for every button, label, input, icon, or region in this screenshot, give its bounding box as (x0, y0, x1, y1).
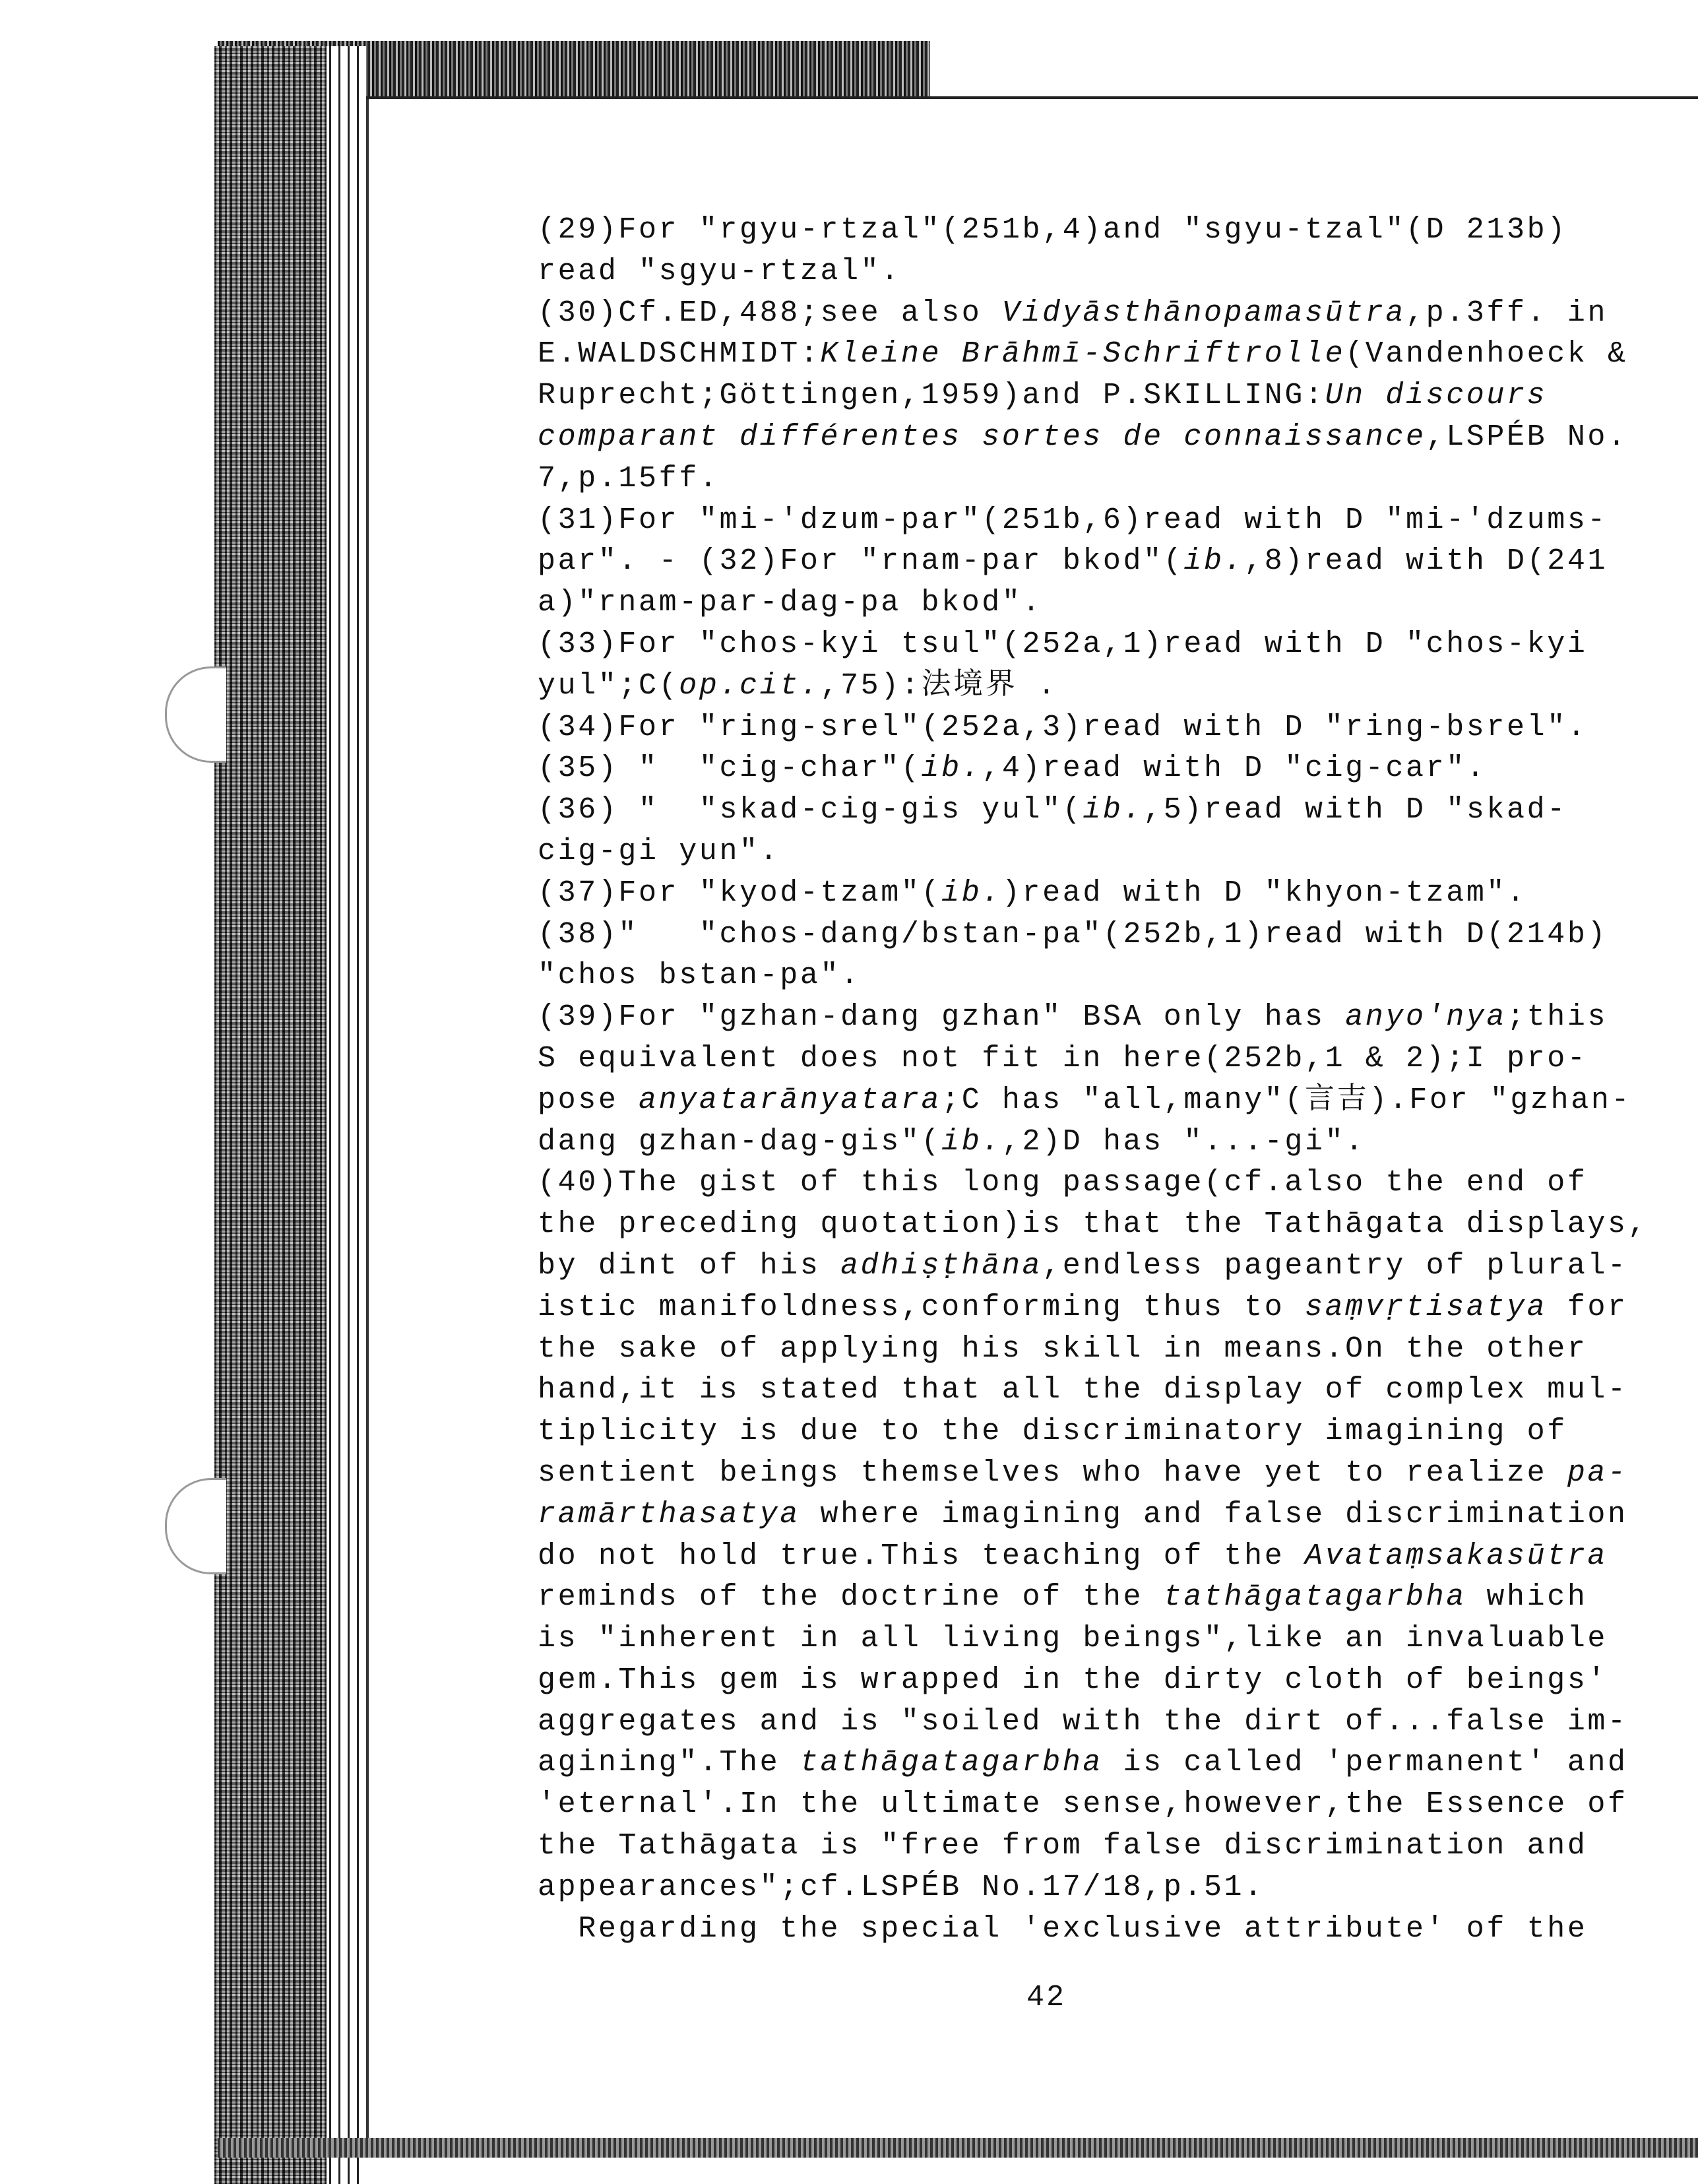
text-line (538, 1204, 1648, 1246)
text-line (538, 1867, 1648, 1909)
scan-binding-strip (214, 46, 366, 2184)
text-line (538, 1080, 1648, 1122)
italic-text: Avataṃsakasūtra (1304, 1539, 1608, 1573)
text-line (538, 831, 1648, 873)
italic-text: pa- (1567, 1456, 1628, 1490)
text-line (538, 955, 1648, 997)
text-segment: ,2)D has "...-gi". (1001, 1124, 1366, 1159)
text-segment: read "sgyu-rtzal". (538, 254, 901, 288)
text-line (538, 1743, 1648, 1784)
text-line (538, 1577, 1648, 1619)
text-segment: gem.This gem is wrapped in the dirty cloth of beings' (538, 1663, 1608, 1697)
italic-text: Kleine Brāhmī-Schriftrolle (820, 337, 1346, 371)
text-segment: ,8)read with D(241 (1244, 544, 1608, 579)
text-line (538, 1702, 1648, 1743)
text-segment: dang gzhan-dag-gis"( (538, 1124, 942, 1159)
text-line (538, 583, 1648, 624)
text-segment: ;this (1507, 1000, 1608, 1035)
text-segment: istic manifoldness,conforming thus to (538, 1290, 1305, 1324)
text-line (538, 915, 1648, 956)
text-segment: (Vandenhoeck & (1345, 337, 1628, 371)
text-segment: Regarding the special 'exclusive attribute' of the (538, 1911, 1588, 1946)
text-segment: 'eternal'.In the ultimate sense,however,the Essence of (538, 1787, 1628, 1822)
text-segment: (31)For "mi-'dzum-par"(251b,6)read with D "mi-'dzums- (538, 503, 1608, 537)
italic-text: ib. (941, 876, 1002, 910)
text-line (538, 334, 1648, 375)
text-segment: (40)The gist of this long passage(cf.also the end of (538, 1166, 1588, 1200)
italic-text: ramārthasatya (538, 1497, 800, 1531)
italic-text: tathāgatagarbha (1163, 1580, 1466, 1615)
text-line (538, 873, 1648, 915)
text-line (538, 1122, 1648, 1163)
text-segment: (30)Cf.ED,488;see also (538, 296, 1002, 330)
text-line (538, 1370, 1648, 1411)
text-segment: ,LSPÉB No. (1426, 420, 1628, 454)
text-segment: cig-gi yun". (538, 834, 780, 868)
text-segment: hand,it is stated that all the display of complex mul- (538, 1373, 1628, 1407)
text-line (538, 1619, 1648, 1660)
text-line (538, 1287, 1648, 1329)
footnotes-body (538, 210, 1648, 1950)
text-line (538, 210, 1648, 251)
italic-text: ib. (1183, 544, 1245, 579)
text-line (538, 459, 1648, 500)
italic-text: ib. (941, 1124, 1002, 1159)
punch-hole (165, 1478, 226, 1574)
text-segment: )read with D "khyon-tzam". (1001, 876, 1527, 910)
italic-text: saṃvṛtisatya (1304, 1290, 1548, 1324)
text-segment: (34)For "ring-srel"(252a,3)read with D "ring-bsrel". (538, 710, 1588, 744)
italic-text: adhiṣṭhāna (840, 1248, 1043, 1283)
italic-text: anyo'nya (1345, 1000, 1507, 1035)
text-line (538, 375, 1648, 417)
text-segment: "chos bstan-pa". (538, 959, 861, 993)
text-line (538, 1039, 1648, 1080)
italic-text: Un discours (1325, 379, 1548, 413)
text-line (538, 790, 1648, 831)
text-segment: the sake of applying his skill in means.On the other (538, 1332, 1588, 1366)
italic-text: tathāgatagarbha (800, 1746, 1103, 1780)
text-segment: (29)For "rgyu-rtzal"(251b,4)and "sgyu-tzal"(D 213b) (538, 213, 1567, 247)
text-segment: do not hold true.This teaching of the (538, 1539, 1305, 1573)
text-segment: ;C has "all,many"(言吉).For "gzhan- (941, 1083, 1632, 1117)
text-segment: E.WALDSCHMIDT: (538, 337, 821, 371)
text-line (538, 1909, 1648, 1950)
italic-text: ib. (1083, 793, 1144, 827)
italic-text: ib. (921, 752, 982, 786)
text-segment: par". - (32)For "rnam-par bkod"( (538, 544, 1184, 579)
italic-text: Vidyāsthānopamasūtra (1001, 296, 1406, 330)
text-segment: pose (538, 1083, 639, 1117)
text-segment: S equivalent does not fit in here(252b,1 & 2);I pro- (538, 1041, 1588, 1076)
text-segment: ,75):法境界 . (820, 668, 1058, 703)
text-segment: ,endless pageantry of plural- (1042, 1248, 1628, 1283)
italic-text: comparant différentes sortes de connaissance (538, 420, 1426, 454)
text-segment: (38)" "chos-dang/bstan-pa"(252b,1)read with D(214b) (538, 917, 1608, 951)
text-line (538, 293, 1648, 335)
italic-text: op.cit. (679, 668, 821, 703)
text-line (538, 666, 1648, 707)
italic-text: anyatarānyatara (639, 1083, 942, 1117)
text-segment: sentient beings themselves who have yet to realize (538, 1456, 1567, 1490)
text-line (538, 624, 1648, 666)
text-line (538, 1411, 1648, 1453)
text-line (538, 1163, 1648, 1204)
text-line (538, 541, 1648, 583)
text-segment: ,p.3ff. in (1406, 296, 1608, 330)
punch-hole (165, 666, 226, 763)
text-segment: 7,p.15ff. (538, 461, 720, 496)
text-segment: (39)For "gzhan-dang gzhan" BSA only has (538, 1000, 1346, 1035)
text-segment: the Tathāgata is "free from false discrimination and (538, 1829, 1588, 1863)
text-line (538, 1536, 1648, 1578)
text-line (538, 251, 1648, 293)
text-line (538, 500, 1648, 542)
text-line (538, 1660, 1648, 1702)
text-line (538, 1494, 1648, 1536)
text-line (538, 1246, 1648, 1287)
text-segment: is "inherent in all living beings",like an invaluable (538, 1622, 1608, 1656)
text-segment: for (1547, 1290, 1628, 1324)
text-line (538, 1453, 1648, 1494)
text-line (538, 1329, 1648, 1370)
text-line (538, 748, 1648, 790)
text-segment: ,4)read with D "cig-car". (982, 752, 1487, 786)
text-line (538, 707, 1648, 749)
text-line (538, 997, 1648, 1039)
text-segment: by dint of his (538, 1248, 841, 1283)
text-segment: (35) " "cig-char"( (538, 752, 922, 786)
page-bottom-edge (218, 2138, 1698, 2158)
text-line (538, 1826, 1648, 1867)
text-line (538, 417, 1648, 459)
text-segment: (37)For "kyod-tzam"( (538, 876, 942, 910)
text-segment: (33)For "chos-kyi tsul"(252a,1)read with D "chos-kyi (538, 627, 1588, 661)
text-segment: the preceding quotation)is that the Tathāgata displays, (538, 1207, 1649, 1242)
page-number: 42 (1026, 1981, 1067, 2014)
text-segment: appearances";cf.LSPÉB No.17/18,p.51. (538, 1870, 1265, 1904)
text-segment: ,5)read with D "skad- (1143, 793, 1567, 827)
text-segment: yul";C( (538, 668, 679, 703)
text-segment: (36) " "skad-cig-gis yul"( (538, 793, 1083, 827)
text-segment: Ruprecht;Göttingen,1959)and P.SKILLING: (538, 379, 1325, 413)
text-segment: agining".The (538, 1746, 800, 1780)
text-segment: which (1466, 1580, 1588, 1615)
text-segment: tiplicity is due to the discriminatory imagining of (538, 1415, 1567, 1449)
text-segment: where imagining and false discrimination (800, 1497, 1628, 1531)
text-segment: is called 'permanent' and (1102, 1746, 1628, 1780)
text-segment: aggregates and is "soiled with the dirt of...false im- (538, 1704, 1628, 1739)
text-segment: reminds of the doctrine of the (538, 1580, 1164, 1615)
text-line (538, 1784, 1648, 1826)
text-segment: a)"rnam-par-dag-pa bkod". (538, 586, 1043, 620)
